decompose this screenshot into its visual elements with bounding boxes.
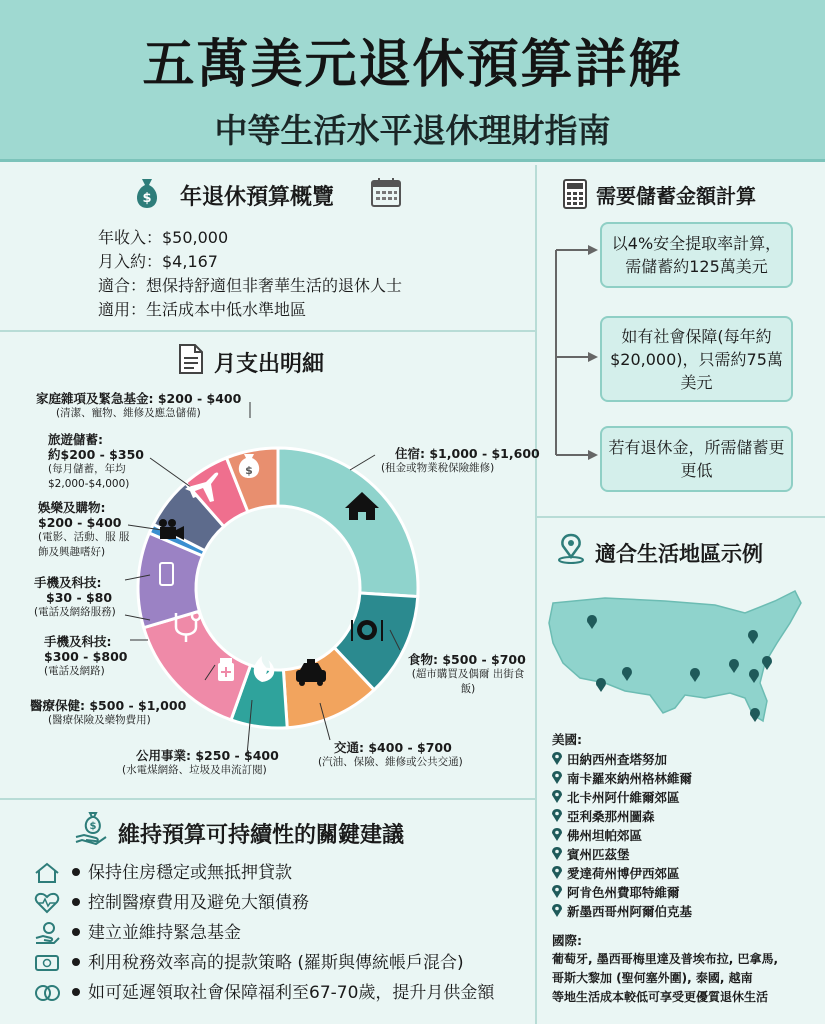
pin-icon xyxy=(552,885,562,898)
intl-label: 國際: xyxy=(552,933,582,948)
pin-icon xyxy=(552,847,562,860)
overview-applicable: 適用：生活成本中低水準地區 xyxy=(98,300,307,319)
intl-text-line-2: 哥斯大黎加 (聖何塞外圍), 泰國, 越南 xyxy=(552,971,753,985)
label-housing: 住宿: $1,000 - $1,600 (租金或物業稅保險維修) xyxy=(381,446,540,474)
intl-text-line-1: 葡萄牙, 墨西哥梅里達及普埃布拉, 巴拿馬, xyxy=(552,952,779,966)
map-marker-az xyxy=(596,678,606,692)
us-label: 美國: xyxy=(552,732,582,747)
us-region-item: 愛達荷州博伊西郊區 xyxy=(552,864,680,882)
pin-icon xyxy=(552,809,562,822)
calculator-icon xyxy=(563,179,587,213)
us-region-item: 田納西州查塔努加 xyxy=(552,750,667,768)
label-household: 家庭雜項及緊急基金: $200 - $400 (清潔、寵物、維修及應急儲備) xyxy=(36,391,242,419)
page-subtitle: 中等生活水平退休理財指南 xyxy=(214,111,611,150)
overview-monthly-income: 月入約：$4,167 xyxy=(98,252,218,271)
calendar-icon xyxy=(370,176,402,212)
map-pin-icon xyxy=(556,533,586,569)
us-region-item: 佛州坦帕郊區 xyxy=(552,826,642,844)
label-tech-large: 手機及科技: $300 - $800 (電話及網路) xyxy=(44,634,128,677)
vertical-divider xyxy=(535,165,537,1024)
svg-text:$: $ xyxy=(89,821,97,832)
page-title: 五萬美元退休預算詳解 xyxy=(142,35,683,95)
pin-icon xyxy=(552,904,562,917)
regions-title: 適合生活地區示例 xyxy=(595,542,763,566)
tip-housing: 保持住房穩定或無抵押貸款 xyxy=(34,858,292,884)
divider-savings xyxy=(537,516,825,518)
svg-text:$: $ xyxy=(245,464,253,477)
us-region-item: 亞利桑那州圖森 xyxy=(552,807,655,825)
us-map xyxy=(545,583,805,733)
cash-icon xyxy=(34,952,60,974)
svg-text:$: $ xyxy=(142,191,152,206)
pin-icon xyxy=(552,771,562,784)
header-banner xyxy=(0,0,825,162)
money-bag-icon xyxy=(132,176,162,214)
medicine-bottle-icon xyxy=(218,658,234,681)
label-transport: 交通: $400 - $700 (汽油、保險、維修或公共交通) xyxy=(318,740,463,768)
tip-medical: 控制醫療費用及避免大額債務 xyxy=(34,888,309,914)
label-travel: 旅遊儲蓄: 約$200 - $350 (每月儲蓄，年均 $2,000-$4,000) xyxy=(48,432,144,490)
map-marker-fl xyxy=(750,708,760,722)
monthly-title: 月支出明細 xyxy=(214,352,325,377)
pin-icon xyxy=(552,866,562,879)
label-utilities: 公用事業: $250 - $400 (水電煤網絡、垃圾及串流訂閱) xyxy=(122,748,279,776)
intl-text-line-3: 等地生活成本較低可享受更優質退休生活 xyxy=(552,990,769,1004)
house-outline-icon xyxy=(34,862,60,884)
label-entertainment: 娛樂及購物: $200 - $400 (電影、活動、服 服飾及興趣嗜好) xyxy=(38,500,130,558)
coins-icon xyxy=(34,982,60,1004)
hand-coin-icon xyxy=(34,922,60,944)
overview-annual-income: 年收入：$50,000 xyxy=(98,228,229,247)
savings-card-pension: 若有退休金，所需儲蓄更更低 xyxy=(600,426,793,492)
pin-icon xyxy=(552,752,562,765)
tip-emergency: 建立並維持緊急基金 xyxy=(34,918,241,944)
savings-card-4percent: 以4%安全提取率計算，需儲蓄約125萬美元 xyxy=(600,222,793,288)
pin-icon xyxy=(552,828,562,841)
label-medical: 醫療保健: $500 - $1,000 (醫療保險及藥物費用) xyxy=(30,698,187,726)
us-region-item: 南卡羅來納州格林維爾 xyxy=(552,769,692,787)
us-region-item: 阿肯色州費耶特維爾 xyxy=(552,883,680,901)
tip-tax: 利用稅務效率高的提款策略 (羅斯與傳統帳戶混合) xyxy=(34,948,464,974)
savings-title: 需要儲蓄金額計算 xyxy=(596,184,756,208)
tip-social-security: 如可延遲領取社會保障福利至67-70歲，提升月供金額 xyxy=(34,978,494,1004)
us-region-item: 賓州匹茲堡 xyxy=(552,845,630,863)
label-food: 食物: $500 - $700 (超市購買及偶爾 出街食飯) xyxy=(408,652,526,695)
tips-title: 維持預算可持續性的關鍵建議 xyxy=(118,823,405,848)
label-tech-small: 手機及科技: $30 - $80 (電話及網絡服務) xyxy=(34,575,116,618)
heart-pulse-icon xyxy=(34,892,60,914)
hand-money-icon xyxy=(74,811,108,849)
savings-connector xyxy=(548,245,608,485)
us-region-item: 北卡州阿什維爾郊區 xyxy=(552,788,680,806)
pin-icon xyxy=(552,790,562,803)
us-region-item: 新墨西哥州阿爾伯克基 xyxy=(552,902,692,920)
savings-card-social-security: 如有社會保障(每年約$20,000)，只需約75萬美元 xyxy=(600,316,793,402)
overview-suitable-for: 適合：想保持舒適但非奢華生活的退休人士 xyxy=(98,276,403,295)
overview-title: 年退休預算概覽 xyxy=(180,185,335,210)
